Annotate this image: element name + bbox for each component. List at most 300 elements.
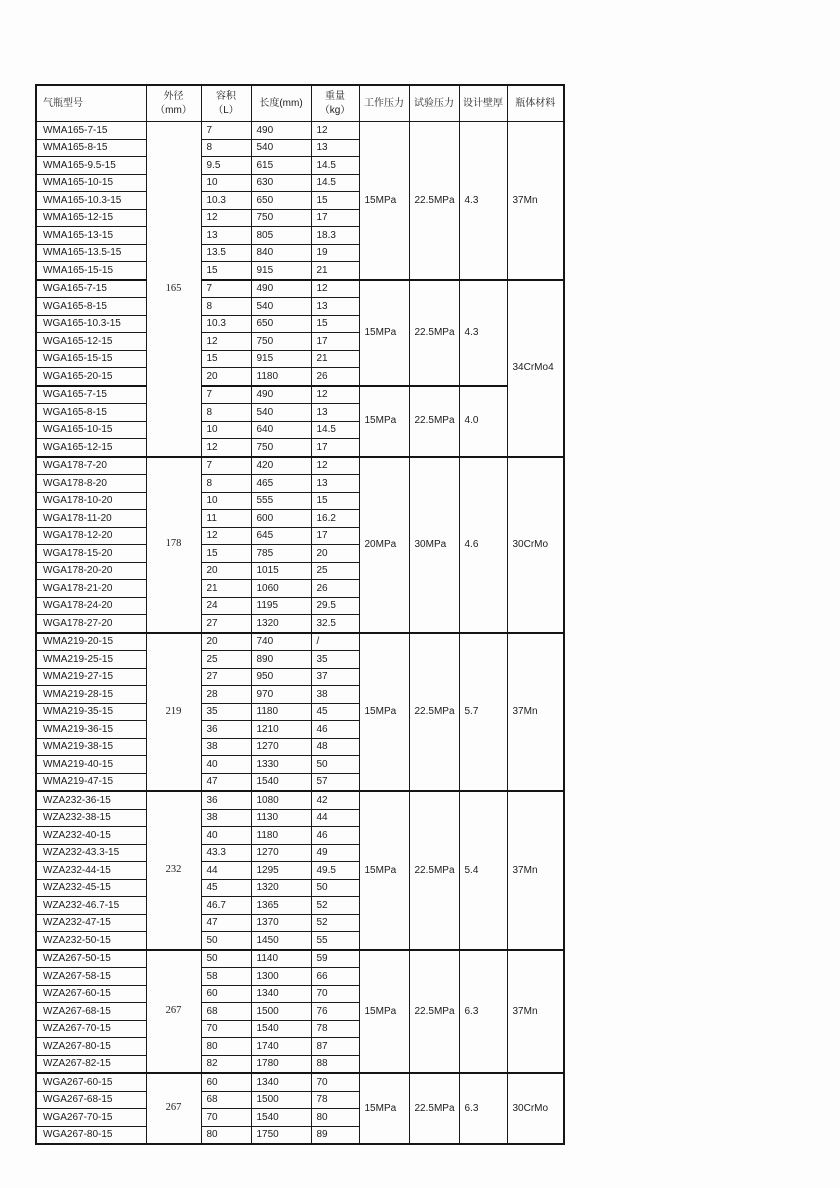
model-cell: WMA165-13.5-15: [36, 244, 146, 262]
volume-cell: 27: [201, 668, 251, 686]
volume-cell: 12: [201, 527, 251, 545]
volume-cell: 8: [201, 139, 251, 157]
length-cell: 840: [251, 244, 311, 262]
model-cell: WZA232-46.7-15: [36, 897, 146, 915]
volume-cell: 43.3: [201, 844, 251, 862]
length-cell: 555: [251, 492, 311, 510]
volume-cell: 50: [201, 932, 251, 950]
weight-cell: 25: [311, 562, 359, 580]
test-pressure-cell: 22.5MPa: [409, 791, 459, 950]
material-cell: 30CrMo: [507, 457, 564, 633]
length-cell: 1500: [251, 1091, 311, 1109]
weight-cell: 50: [311, 756, 359, 774]
weight-cell: 12: [311, 386, 359, 404]
weight-cell: 35: [311, 651, 359, 669]
weight-cell: 87: [311, 1038, 359, 1056]
length-cell: 785: [251, 545, 311, 563]
model-cell: WMA219-47-15: [36, 773, 146, 791]
length-cell: 1060: [251, 580, 311, 598]
weight-cell: 26: [311, 368, 359, 386]
length-cell: 1750: [251, 1126, 311, 1144]
length-cell: 1210: [251, 721, 311, 739]
material-cell: 37Mn: [507, 950, 564, 1074]
model-cell: WZA232-40-15: [36, 827, 146, 845]
volume-cell: 38: [201, 738, 251, 756]
weight-cell: 15: [311, 492, 359, 510]
length-cell: 650: [251, 315, 311, 333]
length-cell: 805: [251, 227, 311, 245]
length-cell: 1370: [251, 914, 311, 932]
volume-cell: 70: [201, 1020, 251, 1038]
weight-cell: 66: [311, 968, 359, 986]
length-cell: 1365: [251, 897, 311, 915]
volume-cell: 47: [201, 773, 251, 791]
model-cell: WGA165-12-15: [36, 439, 146, 457]
volume-cell: 82: [201, 1055, 251, 1073]
table-row: [36, 950, 564, 968]
volume-cell: 8: [201, 404, 251, 422]
length-cell: 740: [251, 633, 311, 651]
table-row: [36, 122, 564, 140]
volume-cell: 40: [201, 827, 251, 845]
model-cell: WGA165-7-15: [36, 386, 146, 404]
volume-cell: 12: [201, 333, 251, 351]
weight-cell: 19: [311, 244, 359, 262]
volume-cell: 45: [201, 879, 251, 897]
length-cell: 490: [251, 280, 311, 298]
volume-cell: 13: [201, 227, 251, 245]
column-header-text: 气瓶型号: [43, 97, 83, 109]
test-pressure-cell: 30MPa: [409, 457, 459, 633]
length-cell: 1340: [251, 1073, 311, 1091]
weight-cell: 20: [311, 545, 359, 563]
length-cell: 1740: [251, 1038, 311, 1056]
weight-cell: 21: [311, 350, 359, 368]
column-header-text: 工作压力: [364, 97, 404, 109]
length-cell: 1540: [251, 1020, 311, 1038]
model-cell: WMA165-8-15: [36, 139, 146, 157]
volume-cell: 68: [201, 1003, 251, 1021]
weight-cell: 78: [311, 1020, 359, 1038]
length-cell: 1015: [251, 562, 311, 580]
length-cell: 1270: [251, 844, 311, 862]
work-pressure-cell: 15MPa: [359, 791, 409, 950]
length-cell: 1320: [251, 615, 311, 633]
volume-cell: 38: [201, 809, 251, 827]
work-pressure-cell: 15MPa: [359, 122, 409, 280]
volume-cell: 10.3: [201, 315, 251, 333]
weight-cell: 88: [311, 1055, 359, 1073]
length-cell: 1195: [251, 597, 311, 615]
length-cell: 490: [251, 122, 311, 140]
weight-cell: 18.3: [311, 227, 359, 245]
volume-cell: 28: [201, 686, 251, 704]
length-cell: 1500: [251, 1003, 311, 1021]
thick-pressure-cell: 4.0: [459, 386, 507, 457]
volume-cell: 25: [201, 651, 251, 669]
length-cell: 540: [251, 139, 311, 157]
model-cell: WZA267-60-15: [36, 985, 146, 1003]
length-cell: 1180: [251, 368, 311, 386]
length-cell: 630: [251, 174, 311, 192]
weight-cell: 21: [311, 262, 359, 280]
work-pressure-cell: 15MPa: [359, 280, 409, 386]
volume-cell: 10: [201, 492, 251, 510]
volume-cell: 8: [201, 475, 251, 493]
model-cell: WGA267-68-15: [36, 1091, 146, 1109]
model-cell: WMA219-35-15: [36, 703, 146, 721]
weight-cell: 12: [311, 457, 359, 475]
model-cell: WZA232-50-15: [36, 932, 146, 950]
weight-cell: 78: [311, 1091, 359, 1109]
thick-pressure-cell: 4.3: [459, 280, 507, 386]
length-cell: 490: [251, 386, 311, 404]
volume-cell: 13.5: [201, 244, 251, 262]
thick-pressure-cell: 6.3: [459, 1073, 507, 1144]
model-cell: WGA267-80-15: [36, 1126, 146, 1144]
model-cell: WZA232-47-15: [36, 914, 146, 932]
volume-cell: 58: [201, 968, 251, 986]
volume-cell: 70: [201, 1109, 251, 1127]
material-cell: 30CrMo: [507, 1073, 564, 1144]
length-cell: 1450: [251, 932, 311, 950]
volume-cell: 35: [201, 703, 251, 721]
weight-cell: 49: [311, 844, 359, 862]
weight-cell: 46: [311, 827, 359, 845]
length-cell: 645: [251, 527, 311, 545]
test-pressure-cell: 22.5MPa: [409, 386, 459, 457]
model-cell: WMA165-10-15: [36, 174, 146, 192]
work-pressure-cell: 15MPa: [359, 386, 409, 457]
model-cell: WGA178-8-20: [36, 475, 146, 493]
volume-cell: 7: [201, 386, 251, 404]
model-cell: WGA178-11-20: [36, 510, 146, 528]
column-header-length: [251, 85, 311, 122]
thick-pressure-cell: 4.6: [459, 457, 507, 633]
volume-cell: 9.5: [201, 157, 251, 175]
volume-cell: 7: [201, 280, 251, 298]
column-header-work: [359, 85, 409, 122]
volume-cell: 15: [201, 262, 251, 280]
model-cell: WZA267-68-15: [36, 1003, 146, 1021]
model-cell: WGA178-24-20: [36, 597, 146, 615]
column-header-text: 设计壁厚: [463, 97, 503, 109]
volume-cell: 36: [201, 721, 251, 739]
weight-cell: 37: [311, 668, 359, 686]
volume-cell: 60: [201, 1073, 251, 1091]
material-cell: 37Mn: [507, 633, 564, 792]
model-cell: WZA232-44-15: [36, 862, 146, 880]
length-cell: 750: [251, 333, 311, 351]
volume-cell: 15: [201, 545, 251, 563]
test-pressure-cell: 22.5MPa: [409, 122, 459, 280]
model-cell: WMA165-12-15: [36, 209, 146, 227]
volume-cell: 20: [201, 633, 251, 651]
length-cell: 650: [251, 192, 311, 210]
length-cell: 1180: [251, 827, 311, 845]
thick-pressure-cell: 6.3: [459, 950, 507, 1074]
model-cell: WMA165-15-15: [36, 262, 146, 280]
volume-cell: 44: [201, 862, 251, 880]
model-cell: WGA178-21-20: [36, 580, 146, 598]
diameter-cell: 267: [146, 950, 201, 1074]
length-cell: 915: [251, 262, 311, 280]
volume-cell: 7: [201, 457, 251, 475]
model-cell: WZA232-45-15: [36, 879, 146, 897]
weight-cell: 50: [311, 879, 359, 897]
diameter-cell: 219: [146, 633, 201, 792]
model-cell: WMA219-25-15: [36, 651, 146, 669]
model-cell: WZA232-36-15: [36, 791, 146, 809]
length-cell: 1300: [251, 968, 311, 986]
volume-cell: 15: [201, 350, 251, 368]
column-header-text: 试验压力: [414, 97, 454, 109]
column-header-thick: [459, 85, 507, 122]
weight-cell: 14.5: [311, 174, 359, 192]
weight-cell: 29.5: [311, 597, 359, 615]
model-cell: WGA165-20-15: [36, 368, 146, 386]
cylinder-spec-table: [35, 84, 565, 1145]
work-pressure-cell: 15MPa: [359, 950, 409, 1074]
test-pressure-cell: 22.5MPa: [409, 950, 459, 1074]
column-header-diameter: [146, 85, 201, 122]
length-cell: 615: [251, 157, 311, 175]
model-cell: WZA267-58-15: [36, 968, 146, 986]
length-cell: 750: [251, 439, 311, 457]
diameter-cell: 165: [146, 122, 201, 457]
table-header: [36, 85, 564, 122]
length-cell: 1320: [251, 879, 311, 897]
test-pressure-cell: 22.5MPa: [409, 280, 459, 386]
weight-cell: 46: [311, 721, 359, 739]
length-cell: 915: [251, 350, 311, 368]
length-cell: 465: [251, 475, 311, 493]
model-cell: WGA178-15-20: [36, 545, 146, 563]
weight-cell: 26: [311, 580, 359, 598]
weight-cell: 49.5: [311, 862, 359, 880]
weight-cell: 12: [311, 122, 359, 140]
model-cell: WMA219-38-15: [36, 738, 146, 756]
weight-cell: 42: [311, 791, 359, 809]
model-cell: WMA219-27-15: [36, 668, 146, 686]
work-pressure-cell: 15MPa: [359, 1073, 409, 1144]
model-cell: WGA178-20-20: [36, 562, 146, 580]
column-header-material: [507, 85, 564, 122]
volume-cell: 27: [201, 615, 251, 633]
column-header-model: [36, 85, 146, 122]
weight-cell: 52: [311, 914, 359, 932]
diameter-cell: 267: [146, 1073, 201, 1144]
volume-cell: 36: [201, 791, 251, 809]
material-cell: 34CrMo4: [507, 280, 564, 457]
volume-cell: 12: [201, 439, 251, 457]
column-header-text: 容积: [216, 91, 236, 102]
model-cell: WGA165-8-15: [36, 404, 146, 422]
length-cell: 1140: [251, 950, 311, 968]
weight-cell: 13: [311, 298, 359, 316]
weight-cell: 44: [311, 809, 359, 827]
material-cell: 37Mn: [507, 791, 564, 950]
test-pressure-cell: 22.5MPa: [409, 1073, 459, 1144]
volume-cell: 10: [201, 421, 251, 439]
column-header-text: 外径: [163, 91, 184, 102]
column-header-weight: [311, 85, 359, 122]
weight-cell: 48: [311, 738, 359, 756]
model-cell: WZA267-50-15: [36, 950, 146, 968]
model-cell: WMA219-40-15: [36, 756, 146, 774]
volume-cell: 47: [201, 914, 251, 932]
table-row: [36, 280, 564, 298]
column-header-text: （kg）: [319, 104, 351, 116]
volume-cell: 40: [201, 756, 251, 774]
weight-cell: 17: [311, 209, 359, 227]
weight-cell: 13: [311, 404, 359, 422]
length-cell: 750: [251, 209, 311, 227]
model-cell: WGA165-12-15: [36, 333, 146, 351]
thick-pressure-cell: 5.4: [459, 791, 507, 950]
material-cell: 37Mn: [507, 122, 564, 280]
work-pressure-cell: 15MPa: [359, 633, 409, 792]
volume-cell: 20: [201, 368, 251, 386]
length-cell: 1340: [251, 985, 311, 1003]
model-cell: WZA267-70-15: [36, 1020, 146, 1038]
weight-cell: 13: [311, 139, 359, 157]
model-cell: WMA165-7-15: [36, 122, 146, 140]
weight-cell: 59: [311, 950, 359, 968]
table-row: [36, 791, 564, 809]
volume-cell: 10: [201, 174, 251, 192]
volume-cell: 8: [201, 298, 251, 316]
length-cell: 600: [251, 510, 311, 528]
volume-cell: 11: [201, 510, 251, 528]
weight-cell: 52: [311, 897, 359, 915]
weight-cell: 16.2: [311, 510, 359, 528]
volume-cell: 20: [201, 562, 251, 580]
model-cell: WGA178-10-20: [36, 492, 146, 510]
table-body: [36, 122, 564, 1145]
table-row: [36, 386, 564, 404]
weight-cell: 15: [311, 315, 359, 333]
model-cell: WGA178-27-20: [36, 615, 146, 633]
table-row: [36, 633, 564, 651]
model-cell: WMA165-9.5-15: [36, 157, 146, 175]
length-cell: 1540: [251, 773, 311, 791]
model-cell: WZA232-43.3-15: [36, 844, 146, 862]
column-header-text: 长度(mm): [259, 97, 303, 109]
column-header-volume: [201, 85, 251, 122]
length-cell: 1270: [251, 738, 311, 756]
weight-cell: 13: [311, 475, 359, 493]
model-cell: WGA178-7-20: [36, 457, 146, 475]
thick-pressure-cell: 5.7: [459, 633, 507, 792]
weight-cell: 38: [311, 686, 359, 704]
model-cell: WMA165-10.3-15: [36, 192, 146, 210]
model-cell: WGA267-70-15: [36, 1109, 146, 1127]
weight-cell: 12: [311, 280, 359, 298]
length-cell: 1780: [251, 1055, 311, 1073]
weight-cell: 15: [311, 192, 359, 210]
weight-cell: 14.5: [311, 157, 359, 175]
volume-cell: 46.7: [201, 897, 251, 915]
length-cell: 1330: [251, 756, 311, 774]
weight-cell: /: [311, 633, 359, 651]
volume-cell: 7: [201, 122, 251, 140]
weight-cell: 17: [311, 439, 359, 457]
weight-cell: 14.5: [311, 421, 359, 439]
table-row: [36, 1073, 564, 1091]
model-cell: WGA165-15-15: [36, 350, 146, 368]
length-cell: 1180: [251, 703, 311, 721]
model-cell: WMA219-36-15: [36, 721, 146, 739]
volume-cell: 50: [201, 950, 251, 968]
length-cell: 950: [251, 668, 311, 686]
weight-cell: 45: [311, 703, 359, 721]
length-cell: 1080: [251, 791, 311, 809]
volume-cell: 21: [201, 580, 251, 598]
column-header-text: 瓶体材料: [515, 97, 556, 109]
column-header-text: （mm）: [155, 104, 192, 116]
model-cell: WZA267-80-15: [36, 1038, 146, 1056]
work-pressure-cell: 20MPa: [359, 457, 409, 633]
weight-cell: 32.5: [311, 615, 359, 633]
length-cell: 970: [251, 686, 311, 704]
weight-cell: 89: [311, 1126, 359, 1144]
length-cell: 540: [251, 298, 311, 316]
volume-cell: 24: [201, 597, 251, 615]
length-cell: 640: [251, 421, 311, 439]
length-cell: 890: [251, 651, 311, 669]
length-cell: 1540: [251, 1109, 311, 1127]
model-cell: WGA165-10-15: [36, 421, 146, 439]
weight-cell: 55: [311, 932, 359, 950]
thick-pressure-cell: 4.3: [459, 122, 507, 280]
model-cell: WZA232-38-15: [36, 809, 146, 827]
diameter-cell: 232: [146, 791, 201, 950]
length-cell: 1295: [251, 862, 311, 880]
model-cell: WGA178-12-20: [36, 527, 146, 545]
column-header-text: （L）: [213, 104, 239, 116]
model-cell: WGA267-60-15: [36, 1073, 146, 1091]
model-cell: WGA165-10.3-15: [36, 315, 146, 333]
column-header-text: 重量: [325, 91, 345, 102]
model-cell: WMA165-13-15: [36, 227, 146, 245]
model-cell: WMA219-28-15: [36, 686, 146, 704]
model-cell: WGA165-8-15: [36, 298, 146, 316]
weight-cell: 17: [311, 527, 359, 545]
model-cell: WMA219-20-15: [36, 633, 146, 651]
length-cell: 1130: [251, 809, 311, 827]
length-cell: 540: [251, 404, 311, 422]
weight-cell: 70: [311, 985, 359, 1003]
volume-cell: 80: [201, 1126, 251, 1144]
volume-cell: 10.3: [201, 192, 251, 210]
weight-cell: 57: [311, 773, 359, 791]
volume-cell: 68: [201, 1091, 251, 1109]
model-cell: WZA267-82-15: [36, 1055, 146, 1073]
header-row: [36, 85, 564, 122]
volume-cell: 60: [201, 985, 251, 1003]
test-pressure-cell: 22.5MPa: [409, 633, 459, 792]
model-cell: WGA165-7-15: [36, 280, 146, 298]
volume-cell: 80: [201, 1038, 251, 1056]
volume-cell: 12: [201, 209, 251, 227]
weight-cell: 17: [311, 333, 359, 351]
table-row: [36, 457, 564, 475]
weight-cell: 76: [311, 1003, 359, 1021]
diameter-cell: 178: [146, 457, 201, 633]
weight-cell: 70: [311, 1073, 359, 1091]
weight-cell: 80: [311, 1109, 359, 1127]
